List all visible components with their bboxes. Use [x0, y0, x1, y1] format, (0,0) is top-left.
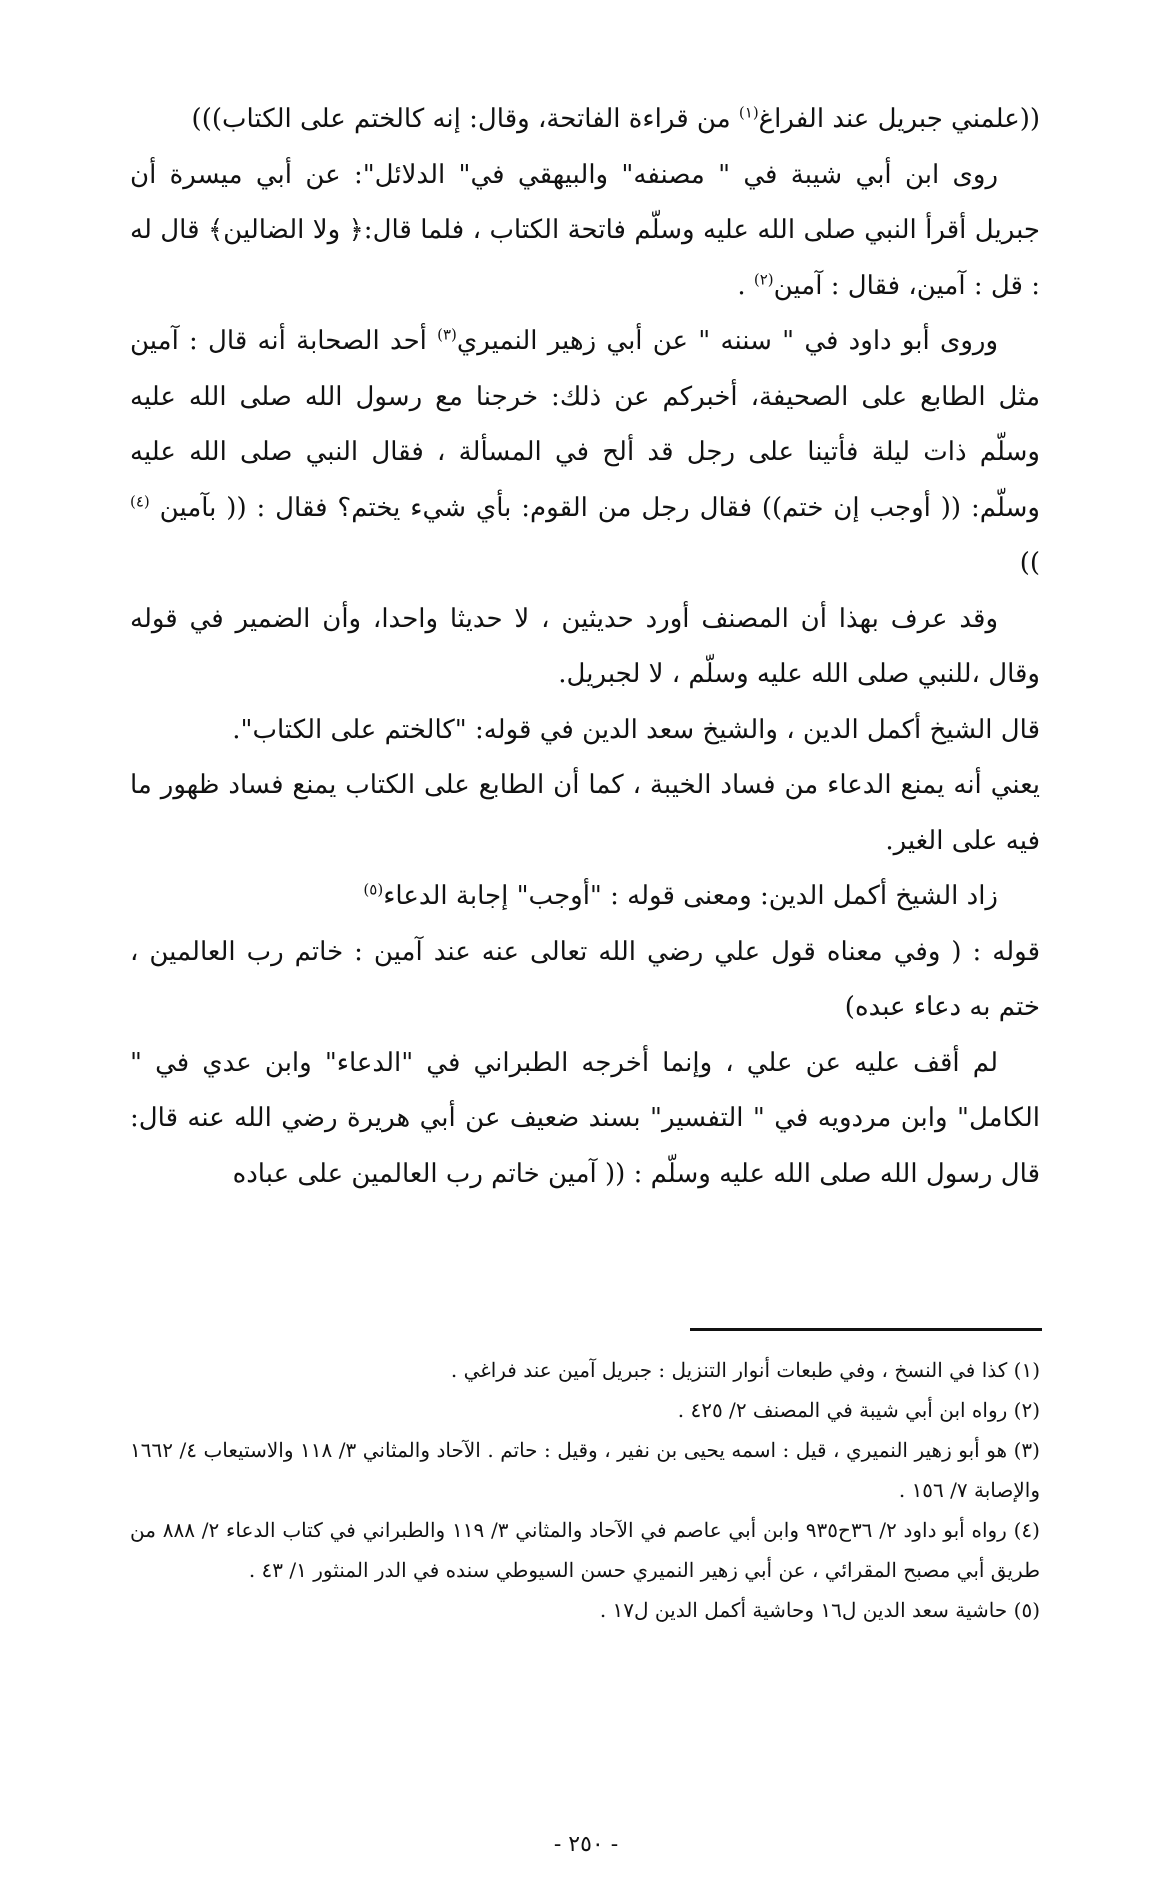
- paragraph-text: قوله : ( وفي معناه قول علي رضي الله تعالى عنه عند آمين : خاتم رب العالمين ، ختم به دعاء عبده): [130, 936, 1040, 1022]
- page-number: - ٢٥٠ -: [553, 1832, 619, 1857]
- paragraph-7: [130, 869, 1040, 925]
- paragraph-text: قال الشيخ أكمل الدين ، والشيخ سعد الدين في قوله: "كالختم على الكتاب".: [232, 714, 1040, 745]
- paragraph-text: روى ابن أبي شيبة في " مصنفه" والبيهقي في" الدلائل": عن أبي ميسرة أن جبريل أقرأ النبي صلى الله عليه وسلّم فاتحة الكتاب ، فلما قال:﴿ ولا الضالين﴾ قال له : قل : آمين، فقال : آمين: [130, 159, 1040, 301]
- footnote-ref-3: (٣): [437, 325, 457, 344]
- main-text: [130, 92, 1040, 1202]
- footnote-4: (٤) رواه أبو داود ٢/ ٣٦ح٩٣٥ وابن أبي عاصم في الآحاد والمثاني ٣/ ١١٩ والطبراني في كتاب الدعاء ٢/ ٨٨٨ من طريق أبي مصبح المقرائي ، عن أبي زهير النميري حسن السيوطي سنده في الدر المنثور ١/ ٤٣ .: [130, 1518, 1040, 1582]
- paragraph-3: [130, 314, 1040, 592]
- paragraph-text: أحد الصحابة أنه قال : آمين مثل الطابع على الصحيفة، أخبركم عن ذلك: خرجنا مع رسول الله صلى الله عليه وسلّم ذات ليلة فأتينا على رجل قد ألح في المسألة ، فقال النبي صلى الله عليه وسلّم: (( أوجب إن ختم)) فقال رجل من القوم: بأي شيء يختم؟ فقال : (( بآمين: [130, 326, 1040, 523]
- paragraph-1: [130, 92, 1040, 148]
- footnote-3: (٣) هو أبو زهير النميري ، قيل : اسمه يحيى بن نفير ، وقيل : حاتم . الآحاد والمثاني ٣/ ١١٨ والاستيعاب ٤/ ١٦٦٢ والإصابة ٧/ ١٥٦ .: [130, 1438, 1040, 1502]
- paragraph-4: [130, 592, 1040, 703]
- paragraph-text: ((علمني جبريل عند الفراغ: [758, 104, 1040, 134]
- paragraph-5: [130, 703, 1040, 759]
- paragraph-text: وقد عرف بهذا أن المصنف أورد حديثين ، لا حديثا واحدا، وأن الضمير في قوله وقال ،للنبي صلى الله عليه وسلّم ، لا لجبريل.: [130, 603, 1040, 689]
- footnote-ref-5: (٥): [363, 880, 384, 899]
- paragraph-2: [130, 148, 1040, 315]
- paragraph-8: [130, 925, 1040, 1036]
- paragraph-text: وروى أبو داود في " سننه " عن أبي زهير النميري: [456, 326, 998, 356]
- footnotes: [130, 1350, 1040, 1630]
- paragraph-text: لم أقف عليه عن علي ، وإنما أخرجه الطبراني في "الدعاء" وابن عدي في " الكامل" وابن مردويه في " التفسير" بسند ضعيف عن أبي هريرة رضي الله عنه قال: قال رسول الله صلى الله عليه وسلّم : (( آمين خاتم رب العالمين على عباده: [130, 1047, 1040, 1189]
- footnote-5: (٥) حاشية سعد الدين ل١٦ وحاشية أكمل الدين ل١٧ .: [599, 1598, 1040, 1622]
- footnote-1: (١) كذا في النسخ ، وفي طبعات أنوار التنزيل : جبريل آمين عند فراغي .: [450, 1358, 1040, 1382]
- footnote-2: (٢) رواه ابن أبي شيبة في المصنف ٢/ ٤٢٥ .: [677, 1398, 1040, 1422]
- paragraph-text: من قراءة الفاتحة، وقال: إنه كالختم على الكتاب))): [191, 104, 739, 134]
- paragraph-text: زاد الشيخ أكمل الدين: ومعنى قوله : "أوجب" إجابة الدعاء: [383, 881, 998, 911]
- paragraph-9: [130, 1036, 1040, 1203]
- paragraph-text: .: [737, 270, 754, 301]
- paragraph-text: يعني أنه يمنع الدعاء من فساد الخيبة ، كما أن الطابع على الكتاب يمنع فساد ظهور ما فيه على الغير.: [130, 770, 1040, 856]
- footnote-ref-1: (١): [738, 103, 759, 122]
- footnote-separator: [690, 1328, 1042, 1331]
- paragraph-text: )): [1019, 548, 1040, 578]
- paragraph-6: [130, 758, 1040, 869]
- footnote-ref-2: (٢): [753, 269, 774, 288]
- footnote-ref-4: (٤): [130, 491, 150, 510]
